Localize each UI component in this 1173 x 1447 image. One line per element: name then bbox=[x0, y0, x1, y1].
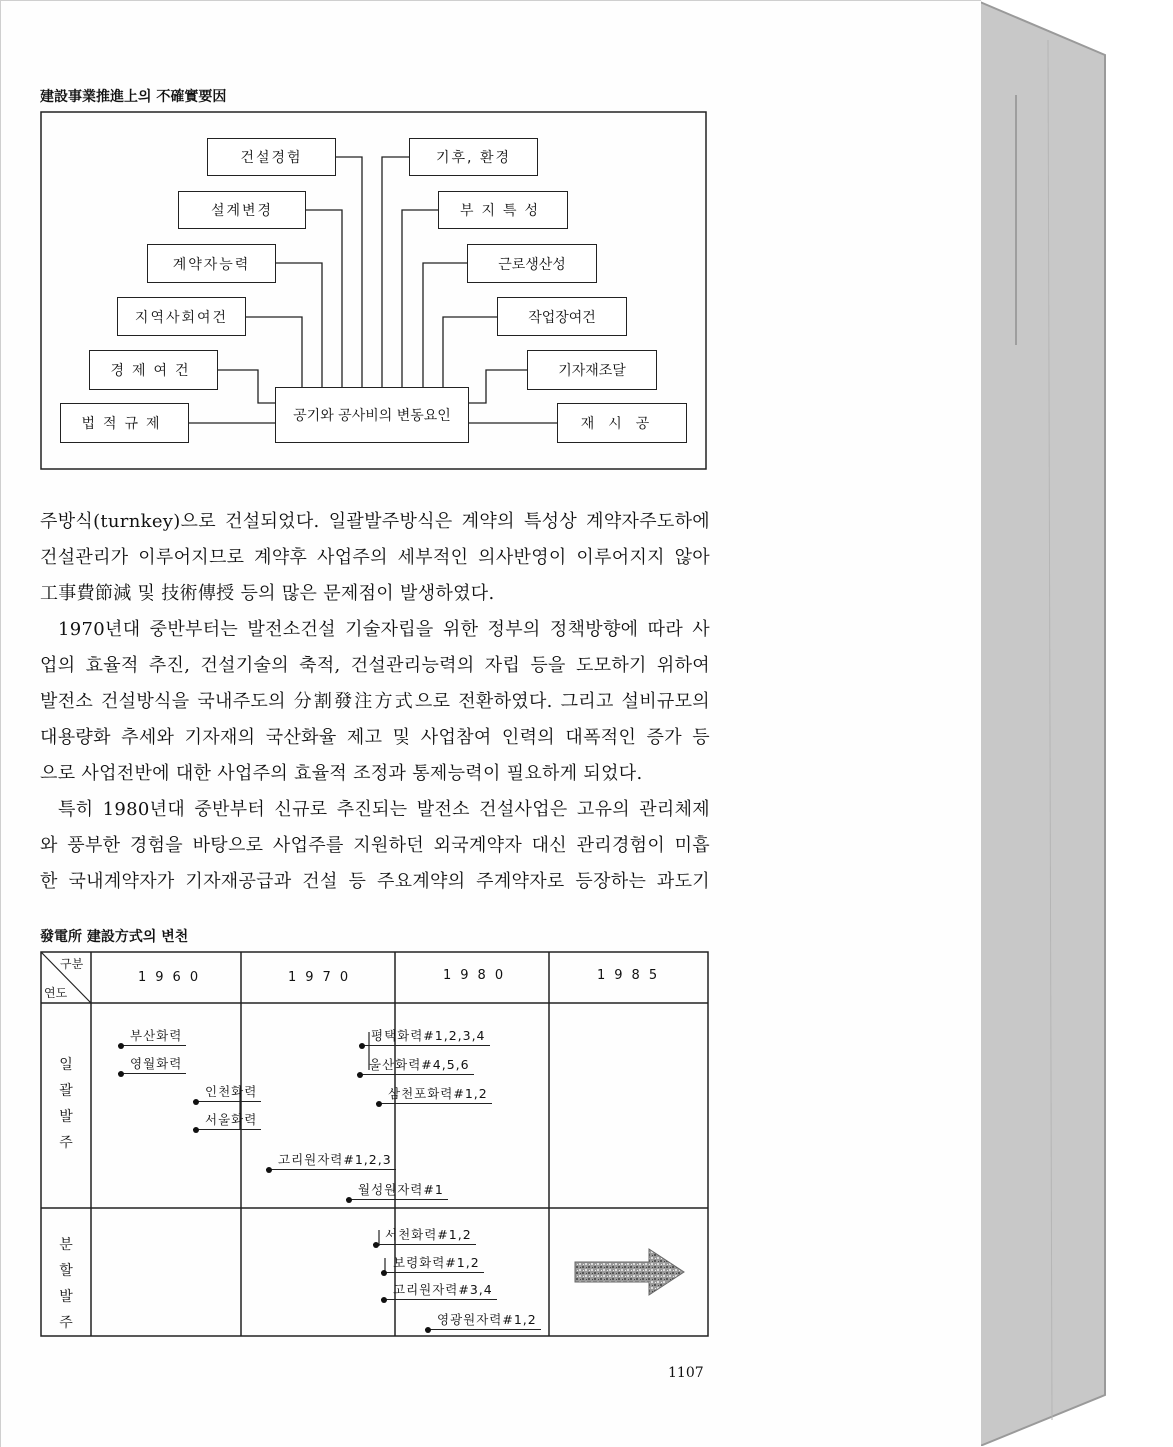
plant-kori-1-3: 고리원자력#1,2,3 bbox=[266, 1150, 396, 1170]
text-line: 주방식(turnkey)으로 건설되었다. 일괄발주방식은 계약의 특성상 계약자주도하에 bbox=[40, 511, 710, 532]
diagram-caption: 建設事業推進上의 不確實要因 bbox=[40, 89, 227, 105]
factor-construction-experience: 건설경험 bbox=[207, 138, 336, 176]
year-1960: 1960 bbox=[138, 970, 208, 985]
row-label-turnkey: 일 괄 발 주 bbox=[59, 1057, 73, 1151]
text-line: 와 풍부한 경험을 바탕으로 사업주를 지원하던 외국계약자 대신 관리경험이 미흡 bbox=[40, 835, 710, 856]
factor-equipment-procurement: 기자재조달 bbox=[527, 350, 657, 390]
page-number: 1107 bbox=[668, 1365, 704, 1381]
factor-site-characteristics: 부지특성 bbox=[438, 191, 568, 229]
year-1980: 1980 bbox=[443, 968, 513, 983]
factor-rework: 재시공 bbox=[557, 403, 687, 443]
arrow-icon bbox=[575, 1249, 684, 1295]
plant-samcheonpo: 삼천포화력#1,2 bbox=[376, 1084, 492, 1104]
factor-legal-regulation: 법적규제 bbox=[60, 403, 189, 443]
factor-contractor-capability: 계약자능력 bbox=[147, 244, 276, 283]
center-schedule-cost-variation: 공기와 공사비의 변동요인 bbox=[275, 387, 469, 443]
plant-yeongwol: 영월화력 bbox=[118, 1054, 186, 1074]
text-line: 건설관리가 이루어지므로 계약후 사업주의 세부적인 의사반영이 이루어지지 않아 bbox=[40, 547, 710, 568]
corner-header-category: 구분 bbox=[60, 957, 84, 971]
table-caption: 發電所 建設方式의 변천 bbox=[40, 929, 189, 945]
text-line: 한 국내계약자가 기자재공급과 건설 등 주요계약의 주계약자로 등장하는 과도기 bbox=[40, 871, 710, 892]
plant-ulsan: 울산화력#4,5,6 bbox=[357, 1055, 474, 1075]
year-1985: 1985 bbox=[597, 968, 667, 983]
factor-community-conditions: 지역사회여건 bbox=[117, 297, 246, 336]
plant-boryeong: 보령화력#1,2 bbox=[381, 1253, 484, 1273]
factor-labor-productivity: 근로생산성 bbox=[467, 244, 597, 283]
text-line: 업의 효율적 추진, 건설기술의 축적, 건설관리능력의 자립 등을 도모하기 위하여 bbox=[40, 655, 710, 676]
plant-busan: 부산화력 bbox=[118, 1026, 186, 1046]
factor-worksite-conditions: 작업장여건 bbox=[497, 297, 627, 336]
plant-seoul: 서울화력 bbox=[193, 1110, 261, 1130]
corner-header-year: 연도 bbox=[44, 986, 68, 1000]
plant-yeonggwang: 영광원자력#1,2 bbox=[425, 1310, 541, 1330]
year-1970: 1970 bbox=[288, 970, 358, 985]
text-line: 대용량화 추세와 기자재의 국산화율 제고 및 사업참여 인력의 대폭적인 증가 등 bbox=[40, 727, 710, 748]
row-label-split: 분 할 발 주 bbox=[59, 1237, 73, 1331]
plant-kori-3-4: 고리원자력#3,4 bbox=[381, 1280, 497, 1300]
factor-economic-conditions: 경제여건 bbox=[89, 350, 218, 390]
factor-design-change: 설계변경 bbox=[178, 191, 306, 229]
plant-pyeongtaek: 평택화력#1,2,3,4 bbox=[359, 1026, 490, 1046]
text-line: 발전소 건설방식을 국내주도의 分割發注方式으로 전환하였다. 그리고 설비규모의 bbox=[40, 691, 710, 712]
plant-wolsong-1: 월성원자력#1 bbox=[346, 1180, 448, 1200]
text-line: 1970년대 중반부터는 발전소건설 기술자립을 위한 정부의 정책방향에 따라 사 bbox=[58, 619, 710, 640]
text-line: 특히 1980년대 중반부터 신규로 추진되는 발전소 건설사업은 고유의 관리체제 bbox=[58, 799, 710, 820]
plant-seocheon: 서천화력#1,2 bbox=[373, 1225, 476, 1245]
text-line: 으로 사업전반에 대한 사업주의 효율적 조정과 통제능력이 필요하게 되었다. bbox=[40, 763, 643, 784]
plant-incheon: 인천화력 bbox=[193, 1082, 261, 1102]
factor-climate-environment: 기후, 환경 bbox=[409, 138, 538, 176]
text-line: 工事費節減 및 技術傳授 등의 많은 문제점이 발생하였다. bbox=[40, 583, 495, 604]
